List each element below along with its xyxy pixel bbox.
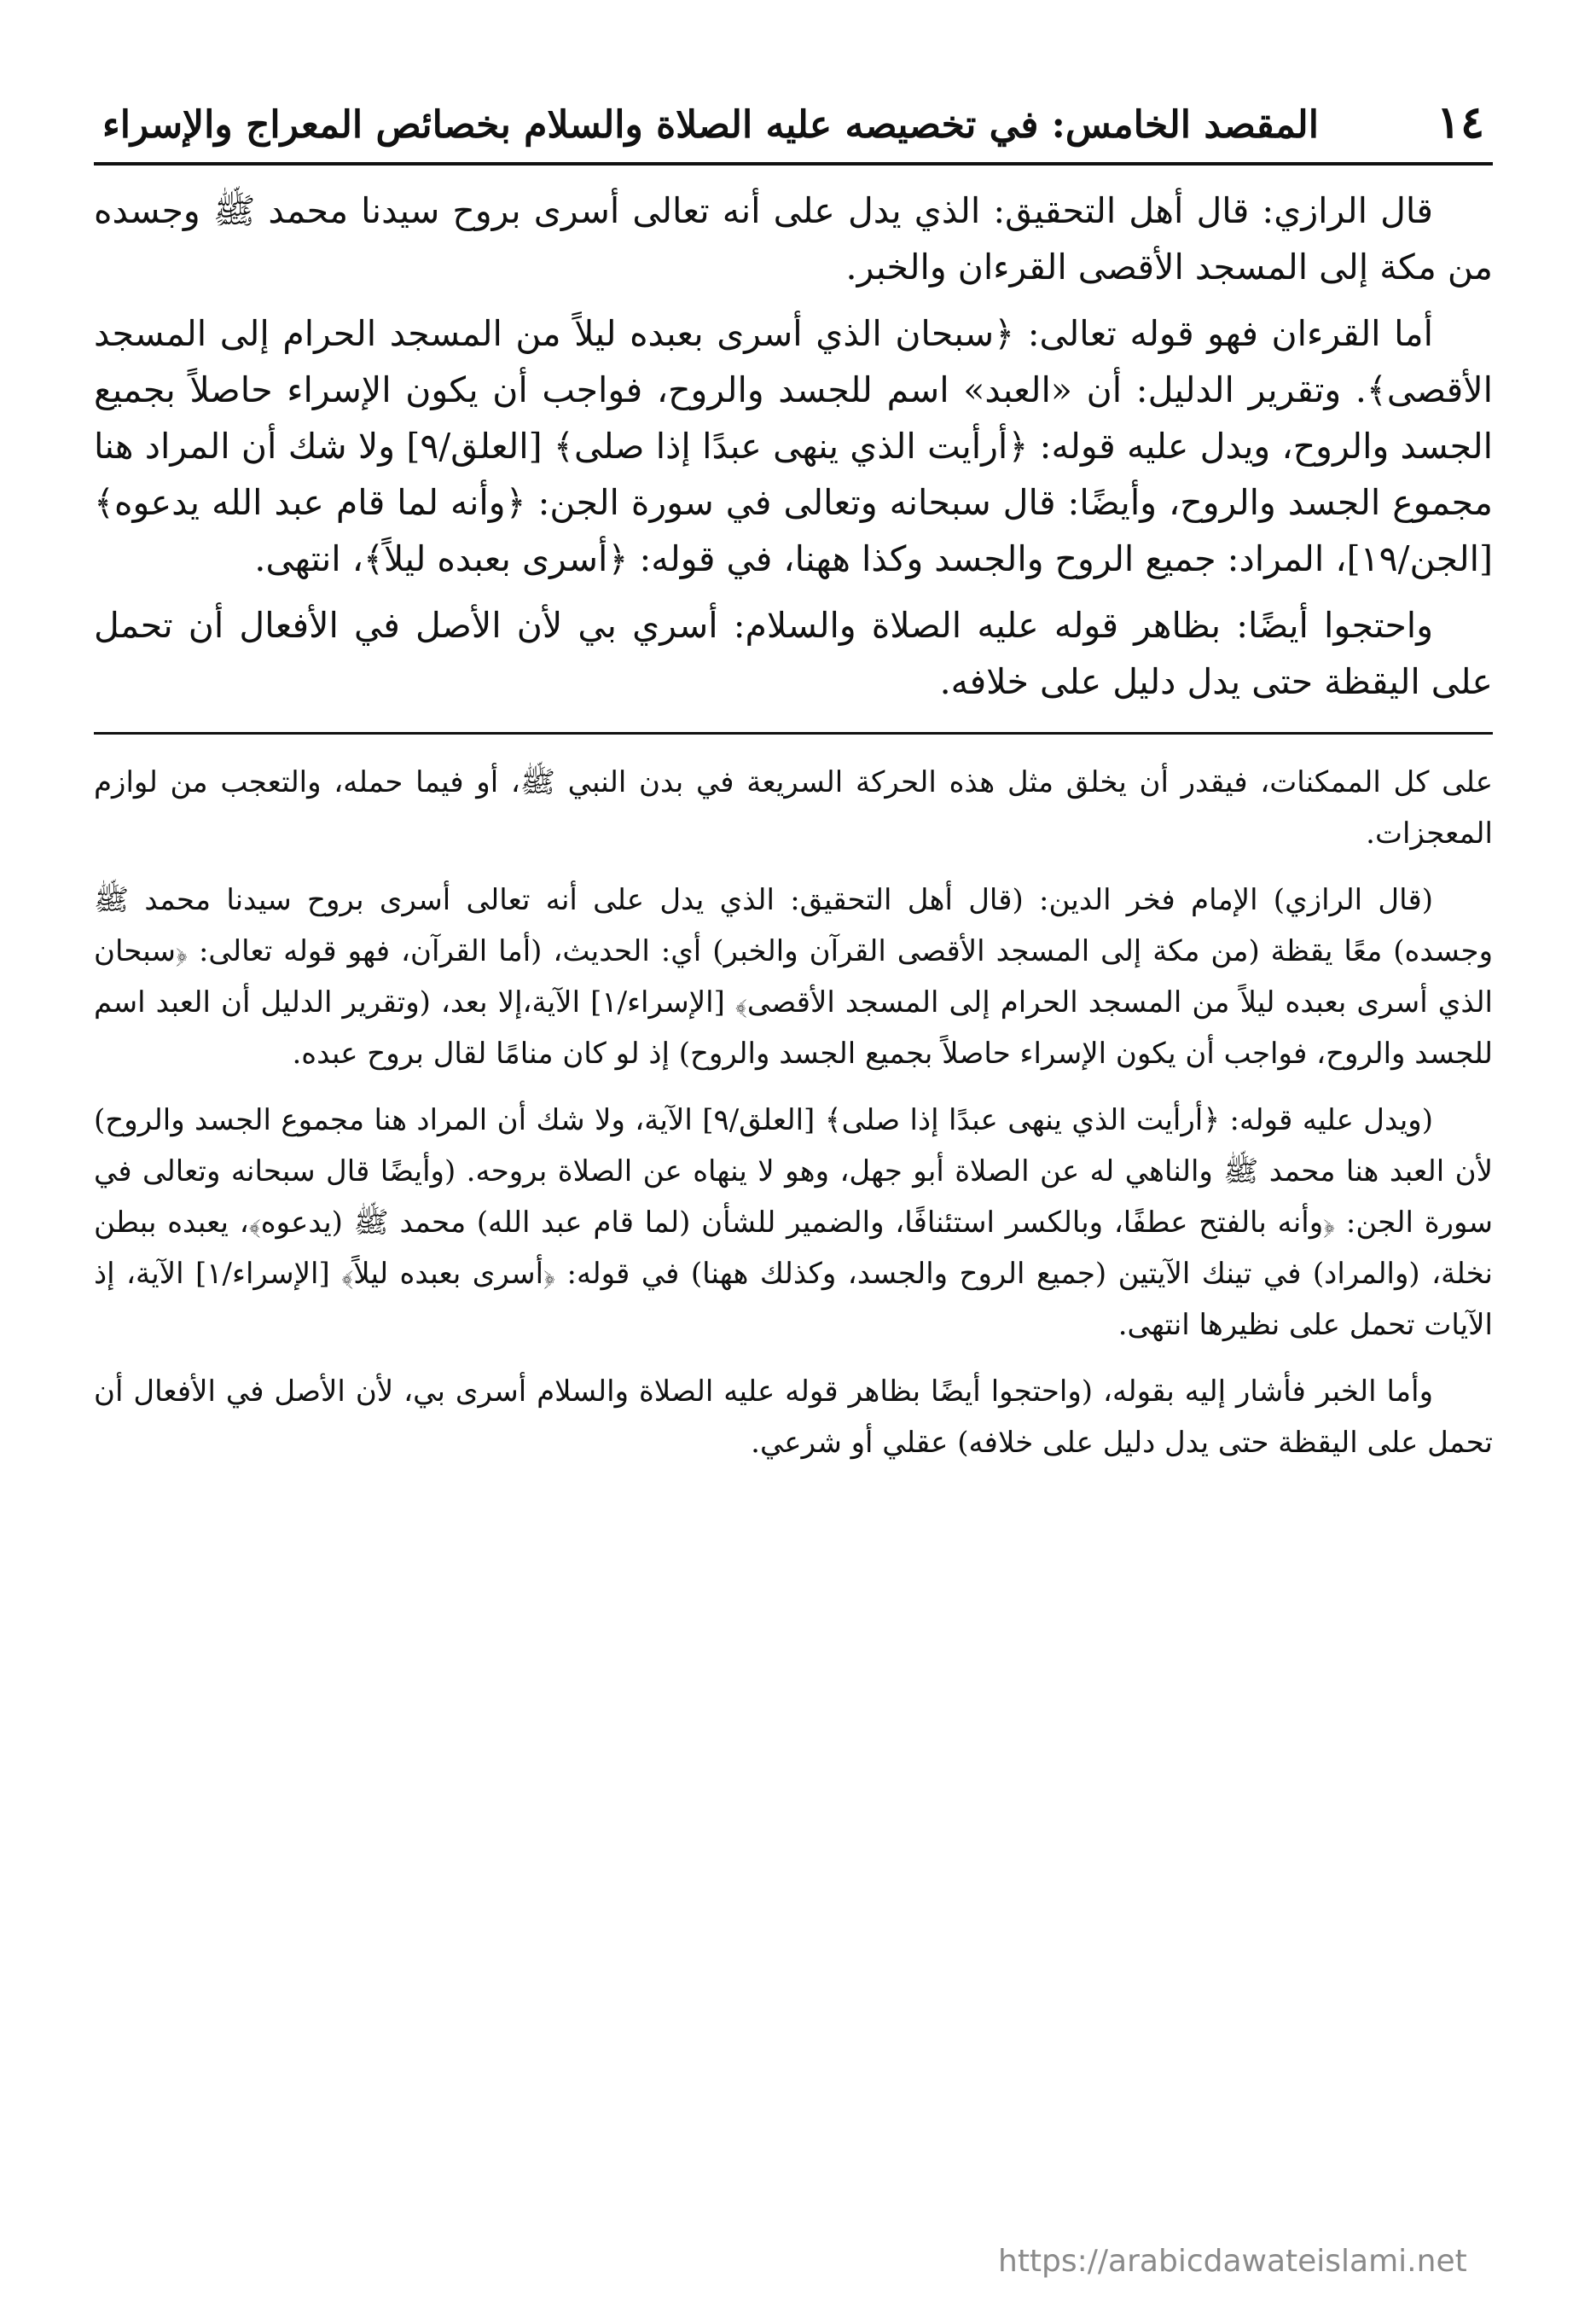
main-paragraph: قال الرازي: قال أهل التحقيق: الذي يدل على أنه تعالى أسرى بروح سيدنا محمد ﷺ وجسده من مكة إلى المسجد الأقصى القرءان والخبر. <box>94 189 1493 288</box>
page-number: ١٤ <box>1437 96 1484 148</box>
header-rule <box>94 162 1493 166</box>
book-page <box>94 94 1493 2278</box>
running-header <box>94 94 1493 152</box>
commentary-paragraph: (قال الرازي) الإمام فخر الدين: (قال أهل التحقيق: الذي يدل على أنه تعالى أسرى بروح سيدنا محمد ﷺ وجسده) معًا يقظة (من مكة إلى المسجد الأقصى القرآن والخبر) أي: الحديث، (أما القرآن، فهو قوله تعالى: ﴿سبحان الذي أسرى بعبده ليلاً من المسجد الحرام إلى المسجد الأقصى﴾ [الإسراء/١] الآية،إلا بعد، (وتقرير الدليل أن العبد اسم للجسد والروح، فواجب أن يكون الإسراء حاصلاً بجميع الجسد والروح) إذ لو كان منامًا لقال بروح عبده. <box>94 882 1493 1071</box>
commentary-text <box>94 757 1493 1468</box>
commentary-paragraph: على كل الممكنات، فيقدر أن يخلق مثل هذه الحركة السريعة في بدن النبي ﷺ، أو فيما حمله، والتعجب من لوازم المعجزات. <box>94 764 1493 851</box>
commentary-paragraph: وأما الخبر فأشار إليه بقوله، (واحتجوا أيضًا بظاهر قوله عليه الصلاة والسلام أسرى بي، لأن الأصل في الأفعال أن تحمل على اليقظة حتى يدل دليل على خلافه) عقلي أو شرعي. <box>94 1374 1493 1460</box>
main-paragraph: أما القرءان فهو قوله تعالى: ﴿سبحان الذي أسرى بعبده ليلاً من المسجد الحرام إلى المسجد الأقصى﴾. وتقرير الدليل: أن «العبد» اسم للجسد والروح، فواجب أن يكون الإسراء حاصلاً بجميع الجسد والروح، ويدل عليه قوله: ﴿أرأيت الذي ينهى عبدًا إذا صلى﴾ [العلق/٩] ولا شك أن المراد هنا مجموع الجسد والروح، وأيضًا: قال سبحانه وتعالى في سورة الجن: ﴿وأنه لما قام عبد الله يدعوه﴾ [الجن/١٩]، المراد: جميع الروح والجسد وكذا ههنا، في قوله: ﴿أسرى بعبده ليلاً﴾، انتهى. <box>94 312 1493 579</box>
main-text <box>94 183 1493 710</box>
commentary-paragraph: (ويدل عليه قوله: ﴿أرأيت الذي ينهى عبدًا إذا صلى﴾ [العلق/٩] الآية، ولا شك أن المراد هنا مجموع الجسد والروح) لأن العبد هنا محمد ﷺ والناهي له عن الصلاة أبو جهل، وهو لا ينهاه عن الصلاة بروحه. (وأيضًا قال سبحانه وتعالى في سورة الجن: ﴿وأنه بالفتح عطفًا، وبالكسر استئنافًا، والضمير للشأن (لما قام عبد الله) محمد ﷺ (يدعوه﴾، يعبده ببطن نخلة، (والمراد) في تينك الآيتين (جميع الروح والجسد، وكذلك ههنا) في قوله: ﴿أسرى بعبده ليلاً﴾ [الإسراء/١] الآية، إذ الآيات تحمل على نظيرها انتهى. <box>94 1102 1493 1342</box>
chapter-title: المقصد الخامس: في تخصيصه عليه الصلاة والسلام بخصائص المعراج والإسراء <box>102 103 1319 147</box>
main-paragraph: واحتجوا أيضًا: بظاهر قوله عليه الصلاة والسلام: أسري بي لأن الأصل في الأفعال أن تحمل على اليقظة حتى يدل دليل على خلافه. <box>94 604 1493 702</box>
footnote-divider <box>94 732 1493 735</box>
watermark-url: https://arabicdawateislami.net <box>998 2244 1467 2279</box>
